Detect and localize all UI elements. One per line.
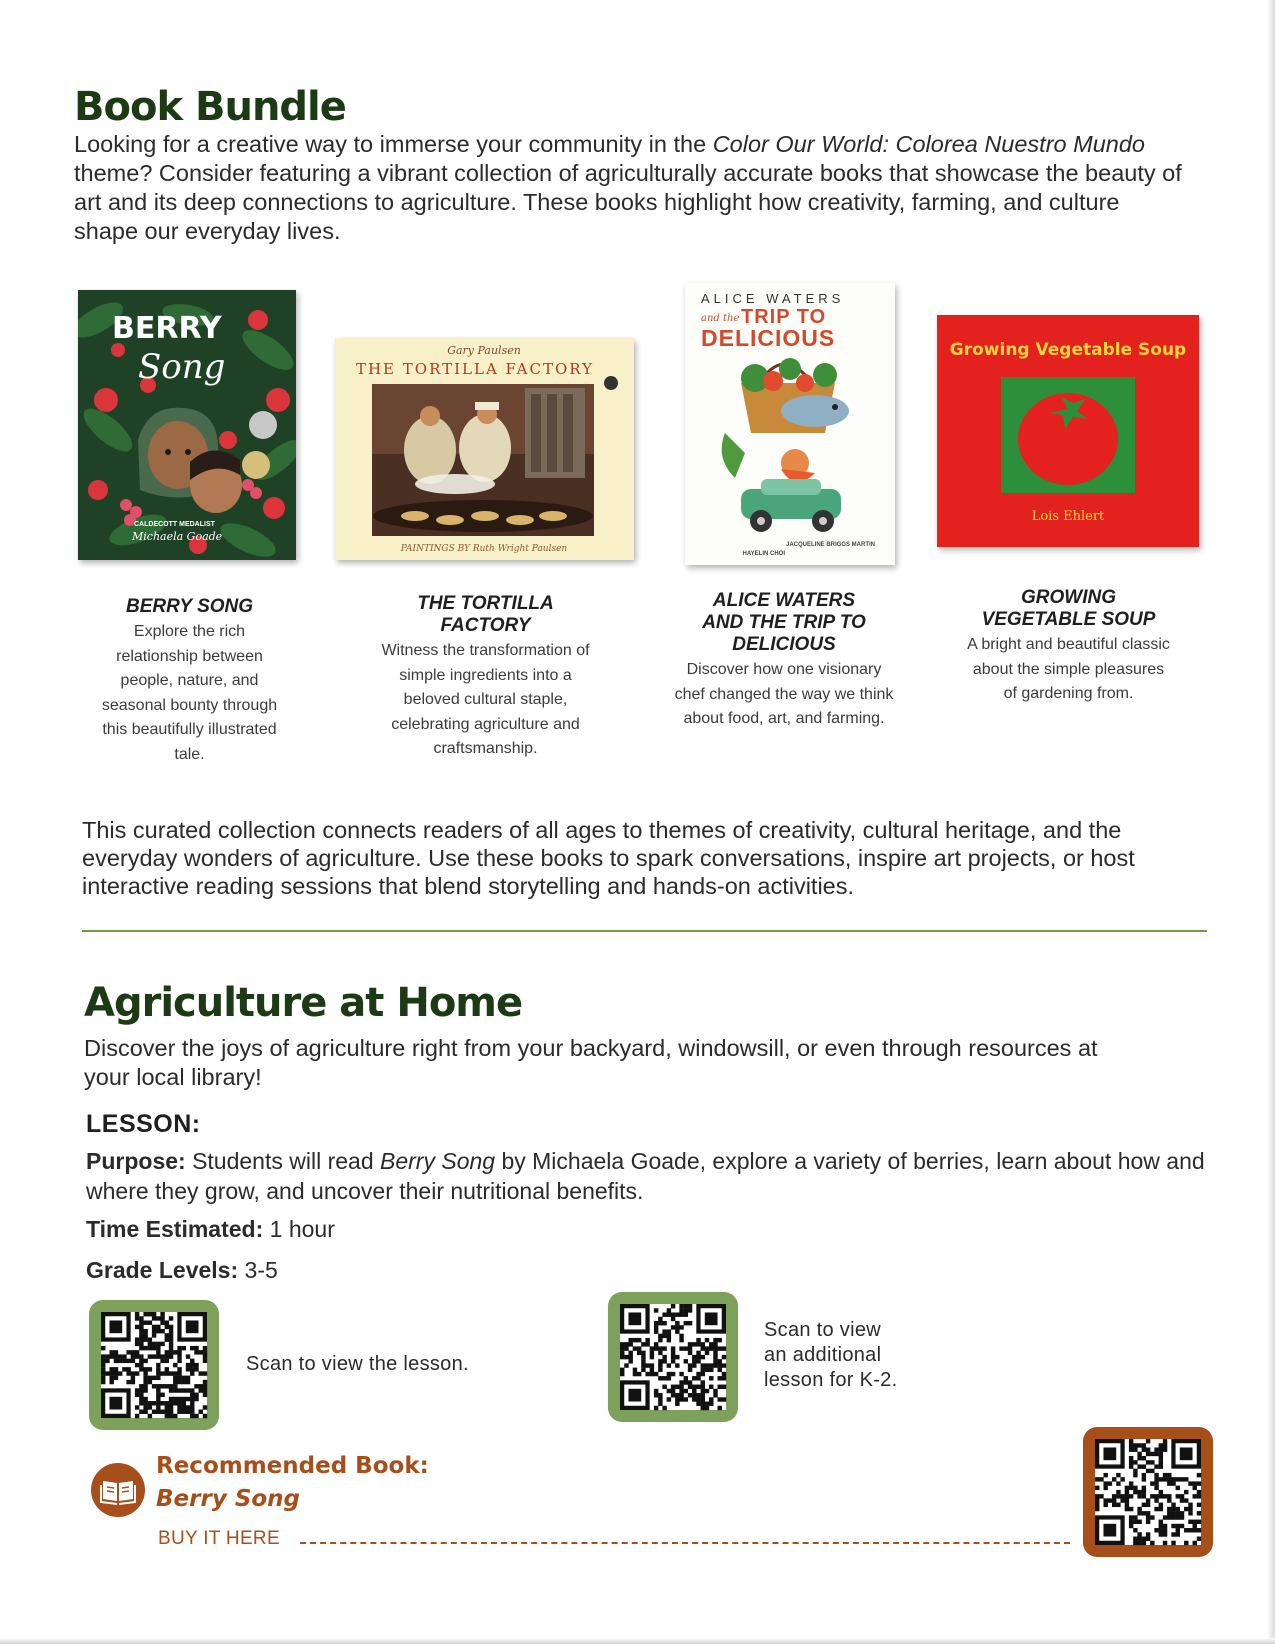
tortilla-factory-cover (335, 338, 634, 560)
recommended-book-title: Berry Song (156, 1486, 301, 1512)
ag-home-intro: Discover the joys of agriculture right from your backyard, windowsill, or even through resources at your local library! (84, 1035, 1098, 1090)
ag-home-heading: Agriculture at Home (84, 980, 523, 1026)
alice-cover-credit-2: HAYELIN CHOI (742, 551, 785, 557)
book-description: Discover how one visionary chef changed the way we think about food, art, and farming. (674, 661, 894, 727)
alice-waters-cover (685, 283, 895, 565)
alice-cover-line2a: and the (701, 313, 740, 324)
book-bundle-heading: Book Bundle (74, 84, 346, 130)
alice-cover-line1: ALICE WATERS (701, 291, 845, 306)
section-divider (82, 930, 1207, 932)
qr2-caption: Scan to view an additional lesson for K-2. (764, 1319, 898, 1391)
lesson-qr-code[interactable] (89, 1300, 219, 1430)
book-title: GROWING VEGETABLE SOUP (981, 587, 1156, 630)
book-description: Witness the transformation of simple ingredients into a beloved cultural staple, celebrating agriculture and craftsmanship. (381, 642, 590, 757)
berry-song-cover-author: Michaela Goade (132, 530, 223, 543)
berry-song-cover-medal: CALDECOTT MEDALIST (134, 521, 215, 528)
book-card-alice-waters (674, 590, 894, 732)
book-bundle-intro: Looking for a creative way to immerse your community in the Color Our World: Colorea Nuestro Mundo theme? Consider featuring a vibrant collection of agriculturally accurate books that showcase the beauty of art and its deep connections to agriculture. These books highlight how creativity, farming, and culture shape our everyday lives. (74, 131, 1182, 244)
page-edge-right (1267, 0, 1275, 1644)
alice-cover-credit-1: JACQUELINE BRIGGS MARTIN (785, 542, 875, 548)
lesson-purpose: Purpose: Students will read Berry Song by Michaela Goade, explore a variety of berries, learn about how and where they grow, and uncover their nutritional benefits. (86, 1148, 1205, 1204)
buy-it-here-link[interactable]: BUY IT HERE (158, 1528, 280, 1549)
tortilla-cover-illustrator: PAINTINGS BY Ruth Wright Paulsen (400, 544, 568, 554)
book-icon (91, 1463, 145, 1517)
book-title: THE TORTILLA FACTORY (417, 593, 554, 636)
berry-song-cover-title-1: BERRY (112, 311, 222, 346)
book-card-tortilla-factory (378, 593, 593, 762)
k2-lesson-qr-code[interactable] (608, 1292, 738, 1422)
book-card-growing-vegetable-soup (966, 587, 1171, 707)
alice-cover-line3: DELICIOUS (701, 325, 836, 351)
lesson-grades: Grade Levels: 3-5 (86, 1257, 278, 1283)
book-title: BERRY SONG (125, 596, 254, 617)
berry-song-cover (78, 290, 296, 560)
qr1-caption: Scan to view the lesson. (246, 1353, 469, 1375)
lesson-heading: LESSON: (86, 1110, 201, 1138)
alice-cover-line2b: TRIP TO (741, 306, 827, 328)
tortilla-cover-author: Gary Paulsen (447, 344, 521, 357)
tortilla-cover-title: THE TORTILLA FACTORY (355, 360, 595, 378)
lesson-time: Time Estimated: 1 hour (86, 1216, 335, 1242)
recommended-book-label: Recommended Book: (156, 1453, 429, 1479)
growing-vegetable-soup-cover (937, 315, 1199, 547)
buy-dashed-line (300, 1542, 1070, 1544)
buy-qr-code[interactable] (1083, 1427, 1213, 1557)
page-edge-bottom (0, 1638, 1275, 1644)
book-description: A bright and beautiful classic about the simple pleasures of gardening from. (967, 636, 1170, 702)
book-title: ALICE WATERS AND THE TRIP TO DELICIOUS (702, 590, 866, 655)
book-card-berry-song (92, 596, 287, 767)
book-description: Explore the rich relationship between people, nature, and seasonal bounty through this beautifully illustrated tale. (101, 623, 278, 763)
berry-song-cover-title-2: Song (138, 347, 226, 387)
soup-cover-title: Growing Vegetable Soup (949, 340, 1187, 360)
soup-cover-author: Lois Ehlert (1031, 509, 1105, 524)
book-bundle-closing: This curated collection connects readers of all ages to themes of creativity, cultural heritage, and the everyday wonders of agriculture. Use these books to spark conversations, inspire art projects, or host interactive reading sessions that blend storytelling and hands-on activities. (82, 817, 1135, 899)
theme-name: Color Our World: Colorea Nuestro Mundo (712, 131, 1145, 157)
